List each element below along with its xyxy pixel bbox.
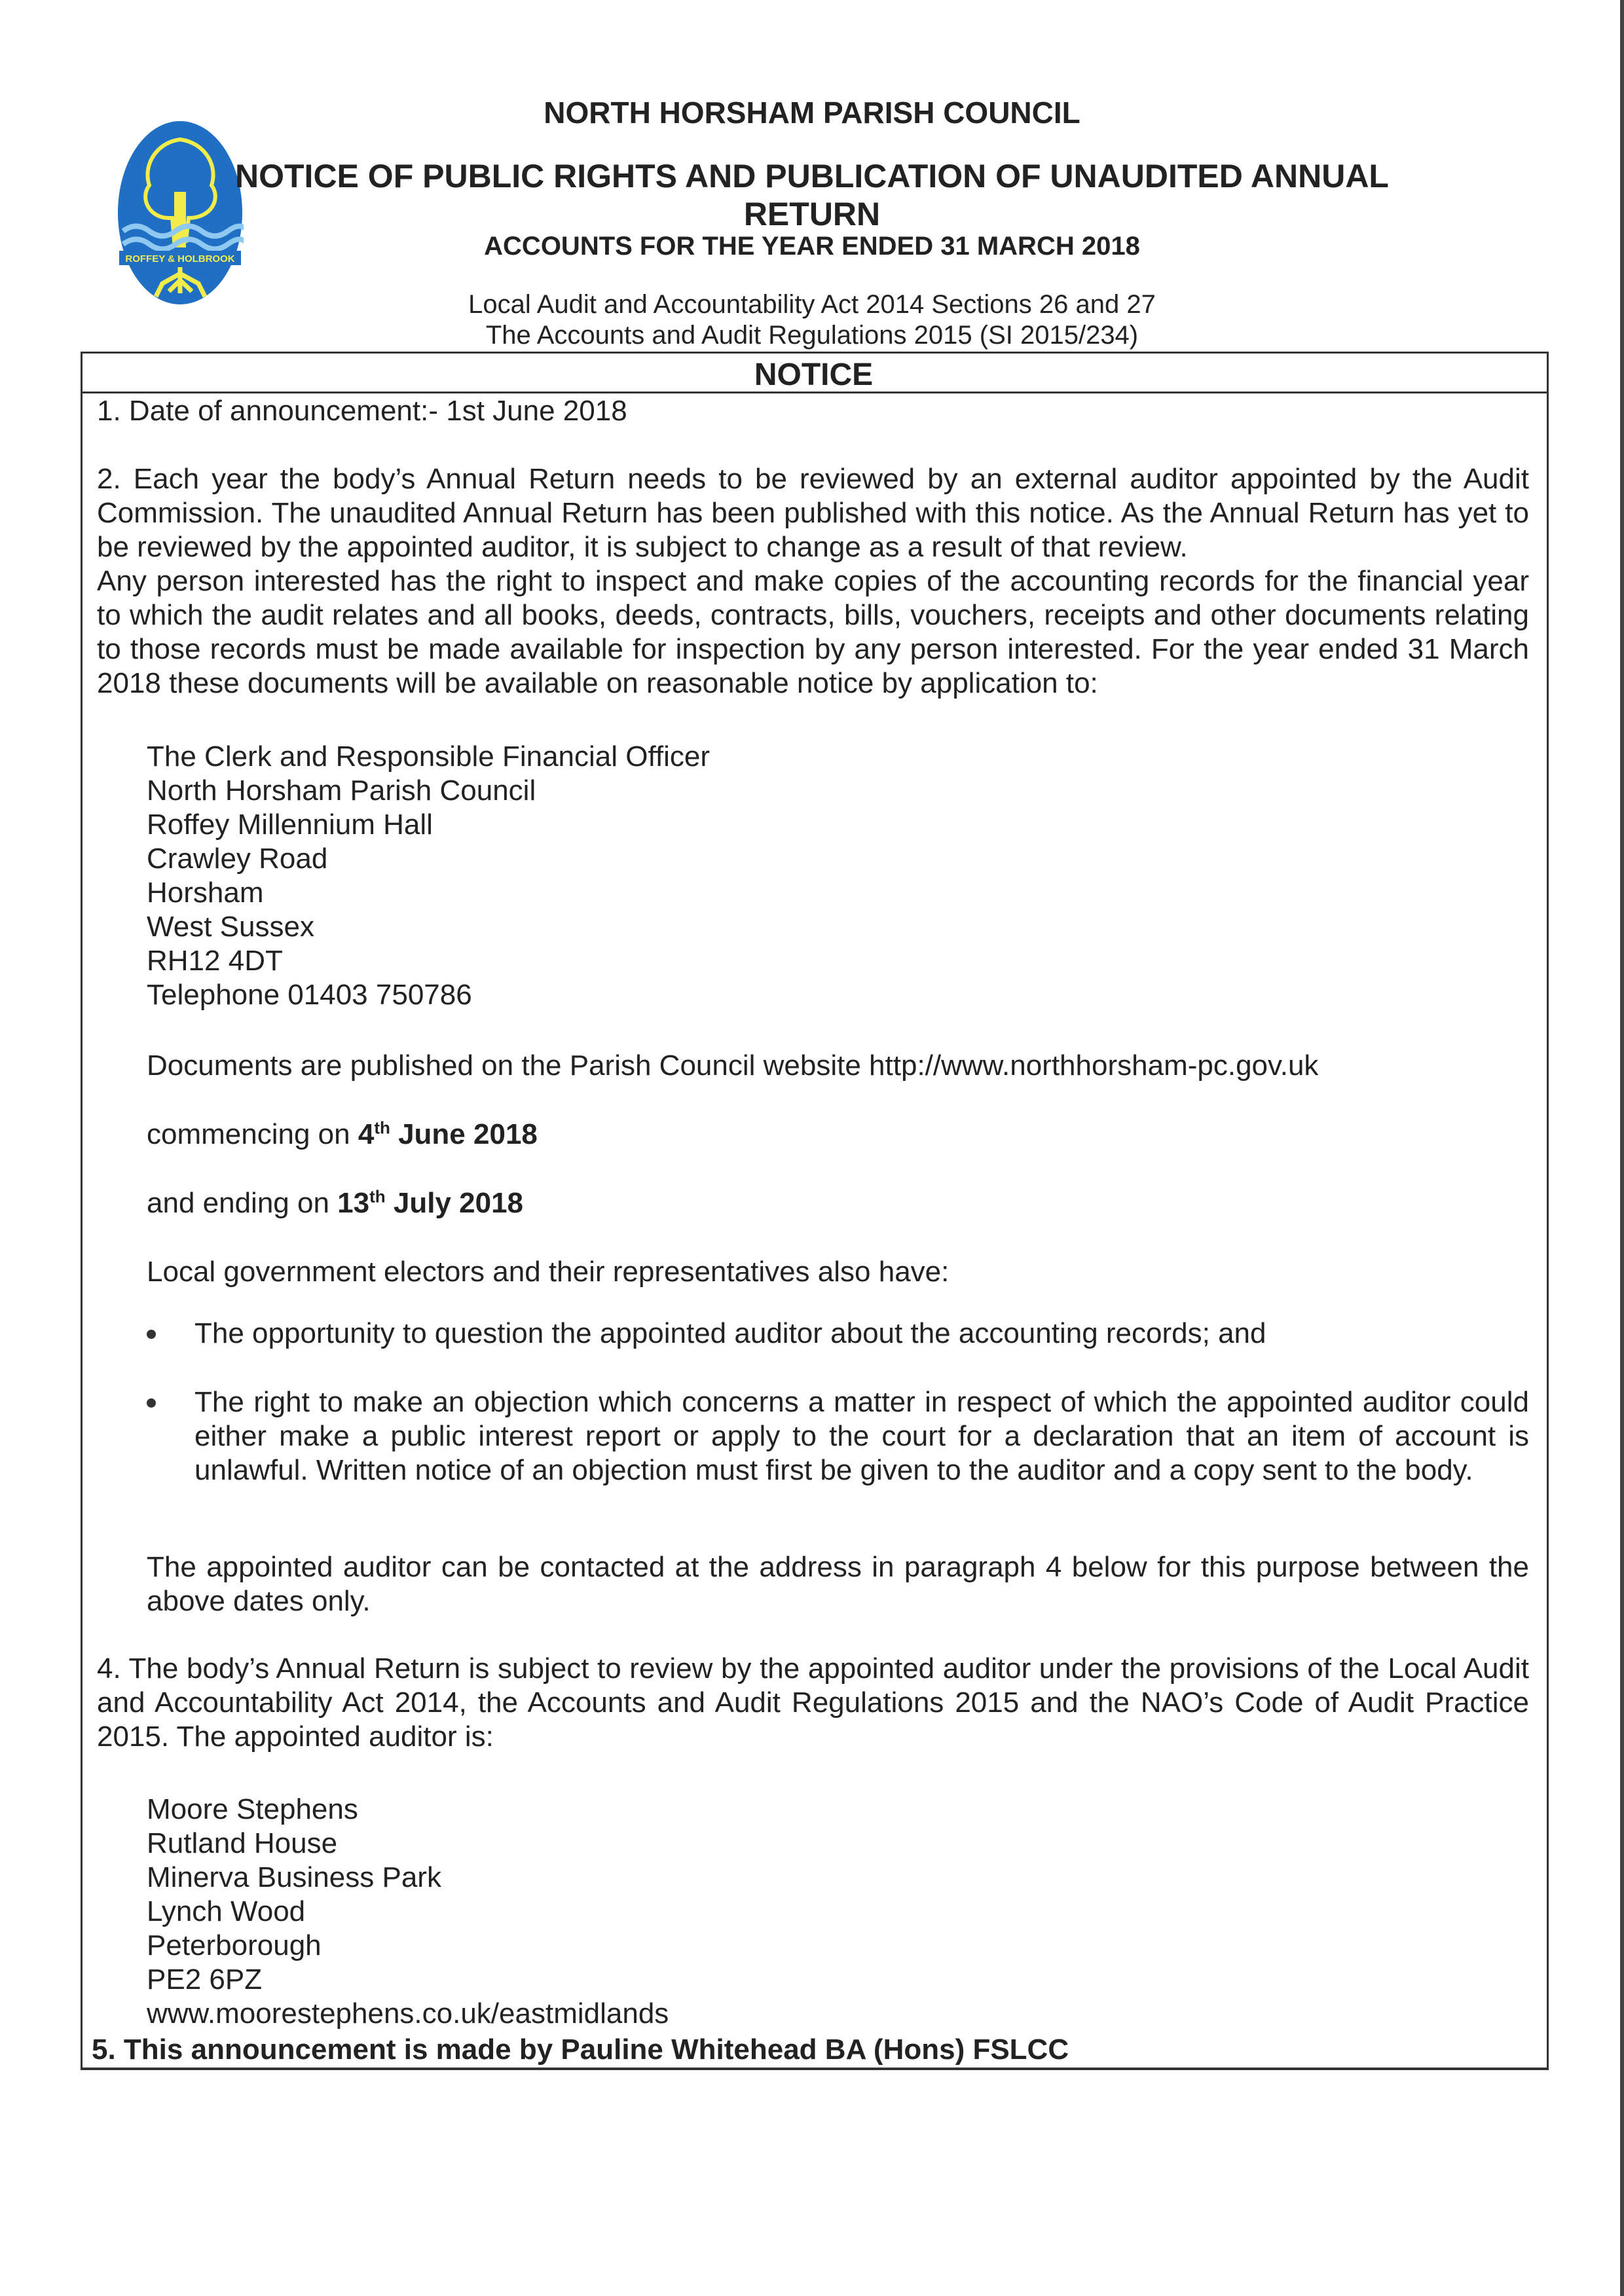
address-line: Lynch Wood xyxy=(147,1895,306,1927)
paragraph-2: 2. Each year the body’s Annual Return needs to be reviewed by an external auditor appointed by the Audit Commission. The unaudited Annual Return has been published with this notice. As the Annual Return has yet to be reviewed by the appointed auditor, it is subject to change as a result of that review. xyxy=(97,463,1529,563)
address-line: Rutland House xyxy=(147,1827,338,1859)
documents-website: Documents are published on the Parish Council website http://www.northhorsham-pc.gov.uk xyxy=(147,1049,1319,1082)
bullet-icon xyxy=(147,1398,156,1408)
notice-title: NOTICE OF PUBLIC RIGHTS AND PUBLICATION OF UNAUDITED ANNUAL xyxy=(235,158,1389,194)
electors-rights: Local government electors and their representatives also have: xyxy=(147,1256,950,1288)
address-line: RH12 4DT xyxy=(147,945,283,977)
accounts-subtitle: ACCOUNTS FOR THE YEAR ENDED 31 MARCH 2018 xyxy=(484,232,1140,261)
address-line: Minerva Business Park xyxy=(147,1861,441,1893)
announcement-by: 5. This announcement is made by Pauline Whitehead BA (Hons) FSLCC xyxy=(92,2033,1069,2066)
address-line: West Sussex xyxy=(147,911,314,943)
auditor-website: www.moorestephens.co.uk/eastmidlands xyxy=(147,1997,669,2030)
auditor-address xyxy=(147,1793,669,2031)
commencing-date: commencing on 4th June 2018 xyxy=(147,1118,538,1150)
announcement-date: 1. Date of announcement:- 1st June 2018 xyxy=(97,395,627,427)
address-line: Peterborough xyxy=(147,1929,322,1961)
bullet-item: The right to make an objection which concerns a matter in respect of which the appointed auditor could either make a public interest report or apply to the court for a declaration that an item of account is unlawful. Written notice of an objection must first be given to the auditor and a copy sent to the body. xyxy=(194,1386,1529,1486)
address-line: PE2 6PZ xyxy=(147,1963,263,1995)
paragraph-2-inspection: Any person interested has the right to inspect and make copies of the accounting records for the financial year to which the audit relates and all books, deeds, contracts, bills, vouchers, receipts and other documents relating to those records must be made available for inspection by any person interested. For the year ended 31 March 2018 these documents will be available on reasonable notice by application to: xyxy=(97,565,1529,699)
clerk-address xyxy=(147,740,710,1012)
council-name: NORTH HORSHAM PARISH COUNCIL xyxy=(544,96,1080,130)
bullet-item: The opportunity to question the appointed auditor about the accounting records; and xyxy=(194,1317,1266,1349)
address-line: Moore Stephens xyxy=(147,1793,358,1825)
regulations-reference: The Accounts and Audit Regulations 2015 (SI 2015/234) xyxy=(485,321,1139,350)
auditor-contact: The appointed auditor can be contacted at the address in paragraph 4 below for this purpose between the above dates only. xyxy=(147,1551,1529,1617)
act-reference: Local Audit and Accountability Act 2014 Sections 26 and 27 xyxy=(468,290,1156,319)
paragraph-4: 4. The body’s Annual Return is subject to review by the appointed auditor under the provisions of the Local Audit and Accountability Act 2014, the Accounts and Audit Regulations 2015 and the NAO’s Code of Audit Practice 2015. The appointed auditor is: xyxy=(97,1652,1529,1753)
address-line: The Clerk and Responsible Financial Officer xyxy=(147,740,710,773)
address-line: Crawley Road xyxy=(147,843,328,875)
notice-title-cont: RETURN xyxy=(743,196,881,232)
notice-heading: NOTICE xyxy=(754,357,874,392)
svg-text:ROFFEY & HOLBROOK: ROFFEY & HOLBROOK xyxy=(125,253,235,264)
bullet-icon xyxy=(147,1330,156,1339)
address-line: North Horsham Parish Council xyxy=(147,774,536,807)
telephone: Telephone 01403 750786 xyxy=(147,979,472,1011)
address-line: Roffey Millennium Hall xyxy=(147,809,433,841)
address-line: Horsham xyxy=(147,877,264,909)
ending-date: and ending on 13th July 2018 xyxy=(147,1186,524,1219)
